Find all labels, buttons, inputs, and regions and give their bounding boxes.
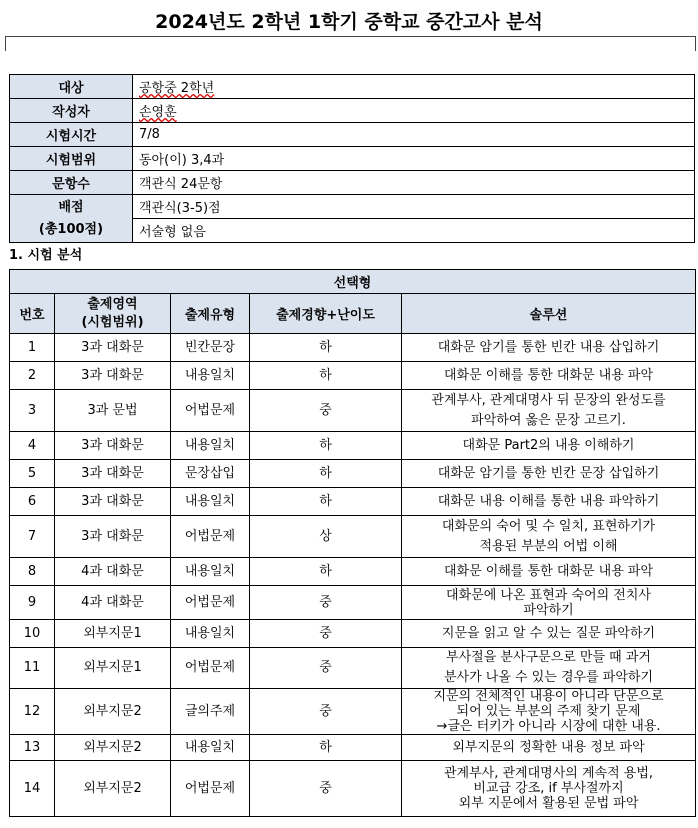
- count-label: 문항수: [10, 171, 133, 195]
- row-type: 어법문제: [171, 390, 250, 432]
- row-area: 4과 대화문: [55, 586, 171, 620]
- row-num: 11: [10, 648, 55, 689]
- row-solution: [402, 516, 696, 558]
- table-row: [10, 432, 696, 460]
- header-trend: 출제경향+난이도: [250, 294, 402, 334]
- row-solution-line: 부사절을 분사구문으로 만들 때 과거: [446, 650, 651, 665]
- row-level: 하: [250, 558, 402, 586]
- table-row: [10, 689, 696, 735]
- row-solution-line: 비교급 강조, if 부사절까지: [473, 781, 624, 796]
- info-row-score-1: [10, 195, 695, 219]
- row-solution: [402, 689, 696, 735]
- row-area: 외부지문1: [55, 648, 171, 689]
- row-area: 3과 대화문: [55, 432, 171, 460]
- row-num: 7: [10, 516, 55, 558]
- group-header: 선택형: [10, 270, 696, 294]
- row-type: 내용일치: [171, 558, 250, 586]
- row-level: 하: [250, 488, 402, 516]
- row-type: 어법문제: [171, 516, 250, 558]
- table-row: [10, 558, 696, 586]
- row-solution-line: 대화문 암기를 통한 빈칸 문장 삽입하기: [437, 465, 660, 481]
- row-solution-line: 파악하기: [523, 602, 574, 618]
- row-solution-line: 외부지문의 정확한 내용 정보 파악: [452, 739, 645, 755]
- row-area: 외부지문2: [55, 761, 171, 817]
- row-solution-line: 대화문에 나온 표현과 숙어의 전치사: [446, 587, 651, 603]
- row-solution-line: →글은 터키가 아니라 시장에 대한 내용.: [436, 719, 661, 734]
- row-type: 내용일치: [171, 488, 250, 516]
- row-num: 12: [10, 689, 55, 735]
- header-solution: 솔루션: [402, 294, 696, 334]
- row-area: 3과 대화문: [55, 460, 171, 488]
- row-area: 3과 대화문: [55, 516, 171, 558]
- row-level: 하: [250, 334, 402, 362]
- row-solution: [402, 460, 696, 488]
- row-solution: [402, 432, 696, 460]
- row-solution-line: 대화문 암기를 통한 빈칸 내용 삽입하기: [437, 339, 660, 355]
- info-table: [9, 74, 695, 243]
- author-value: [133, 99, 695, 123]
- row-area: 외부지문1: [55, 620, 171, 648]
- row-level: 중: [250, 761, 402, 817]
- header-type: 출제유형: [171, 294, 250, 334]
- row-area: 3과 대화문: [55, 362, 171, 390]
- author-value-text: 손영훈: [139, 105, 177, 120]
- table-row: [10, 334, 696, 362]
- range-value: 동아(이) 3,4과: [133, 147, 695, 171]
- row-type: 어법문제: [171, 586, 250, 620]
- row-level: 중: [250, 620, 402, 648]
- target-value: [133, 75, 695, 99]
- row-solution-line: 대화문 이해를 통한 대화문 내용 파악: [443, 367, 654, 383]
- row-solution-line: 대화문 내용 이해를 통한 내용 파악하기: [437, 493, 660, 509]
- score-label-line-1: 배점: [58, 199, 84, 215]
- row-solution-line: 대화문 Part2의 내용 이해하기: [462, 437, 635, 453]
- row-solution-line: 되어 있는 부분의 주제 찾기 문제: [456, 704, 641, 719]
- info-row-range: [10, 147, 695, 171]
- row-solution: [402, 390, 696, 432]
- row-type: 글의주제: [171, 689, 250, 735]
- score-label: [10, 195, 133, 243]
- row-num: 6: [10, 488, 55, 516]
- row-solution: [402, 488, 696, 516]
- target-value-text: 공항중 2학년: [139, 81, 215, 96]
- row-solution-line: 지문의 전체적인 내용이 아니라 단문으로: [433, 689, 664, 704]
- info-row-author: [10, 99, 695, 123]
- row-area: 3과 대화문: [55, 334, 171, 362]
- table-row: [10, 362, 696, 390]
- row-solution: [402, 648, 696, 689]
- row-num: 1: [10, 334, 55, 362]
- table-row: [10, 516, 696, 558]
- author-label: 작성자: [10, 99, 133, 123]
- row-solution-line: 지문을 읽고 알 수 있는 질문 파악하기: [441, 625, 656, 641]
- row-num: 10: [10, 620, 55, 648]
- table-row: [10, 586, 696, 620]
- row-area: 4과 대화문: [55, 558, 171, 586]
- row-num: 13: [10, 735, 55, 761]
- row-level: 하: [250, 735, 402, 761]
- score-value-2: 서술형 없음: [133, 219, 695, 243]
- row-solution: [402, 362, 696, 390]
- table-row: [10, 620, 696, 648]
- range-label: 시험범위: [10, 147, 133, 171]
- row-solution-line: 파악하여 옳은 문장 고르기.: [471, 412, 626, 428]
- row-area: 외부지문2: [55, 735, 171, 761]
- row-solution: [402, 558, 696, 586]
- row-solution: [402, 334, 696, 362]
- row-level: 중: [250, 648, 402, 689]
- row-area: 3과 대화문: [55, 488, 171, 516]
- row-type: 내용일치: [171, 362, 250, 390]
- time-label: 시험시간: [10, 123, 133, 147]
- row-num: 5: [10, 460, 55, 488]
- row-num: 9: [10, 586, 55, 620]
- table-row: [10, 648, 696, 689]
- row-num: 8: [10, 558, 55, 586]
- row-type: 어법문제: [171, 761, 250, 817]
- row-solution-line: 관계부사, 관계대명사 뒤 문장의 완성도를: [431, 392, 666, 408]
- row-level: 하: [250, 432, 402, 460]
- group-header-row: [10, 270, 696, 294]
- row-num: 4: [10, 432, 55, 460]
- table-body: [10, 334, 696, 817]
- row-type: 문장삽입: [171, 460, 250, 488]
- row-solution: [402, 735, 696, 761]
- row-num: 14: [10, 761, 55, 817]
- row-type: 내용일치: [171, 735, 250, 761]
- section-title: 1. 시험 분석: [9, 248, 83, 263]
- row-level: 상: [250, 516, 402, 558]
- row-level: 중: [250, 689, 402, 735]
- row-type: 어법문제: [171, 648, 250, 689]
- table-row: [10, 735, 696, 761]
- row-level: 중: [250, 390, 402, 432]
- row-solution: [402, 761, 696, 817]
- header-area-line-2: (시험범위): [81, 314, 144, 330]
- row-solution: [402, 586, 696, 620]
- info-row-count: [10, 171, 695, 195]
- row-type: 내용일치: [171, 432, 250, 460]
- info-row-time: [10, 123, 695, 147]
- row-area: 3과 문법: [55, 390, 171, 432]
- row-level: 하: [250, 362, 402, 390]
- row-area: 외부지문2: [55, 689, 171, 735]
- row-type: 내용일치: [171, 620, 250, 648]
- analysis-table: [9, 269, 696, 817]
- header-area-line-1: 출제영역: [87, 296, 138, 312]
- score-label-line-2: (총100점): [38, 221, 104, 237]
- row-solution-line: 대화문 이해를 통한 대화문 내용 파악: [443, 563, 654, 579]
- count-value: 객관식 24문항: [133, 171, 695, 195]
- row-level: 하: [250, 460, 402, 488]
- row-solution-line: 대화문의 숙어 및 수 일치, 표현하기가: [441, 518, 656, 534]
- table-row: [10, 488, 696, 516]
- time-value: 7/8: [133, 123, 695, 147]
- target-label: 대상: [10, 75, 133, 99]
- row-num: 2: [10, 362, 55, 390]
- header-num: 번호: [10, 294, 55, 334]
- row-solution-line: 적용된 부분의 어법 이해: [479, 538, 618, 554]
- row-solution-line: 외부 지문에서 활용된 문법 파악: [458, 796, 639, 811]
- page-title: 2024년도 2학년 1학기 중학교 중간고사 분석: [155, 11, 543, 33]
- row-solution: [402, 620, 696, 648]
- table-row: [10, 390, 696, 432]
- info-row-target: [10, 75, 695, 99]
- score-value-1: 객관식(3-5)점: [133, 195, 695, 219]
- row-type: 빈칸문장: [171, 334, 250, 362]
- table-row: [10, 761, 696, 817]
- row-num: 3: [10, 390, 55, 432]
- row-level: 중: [250, 586, 402, 620]
- title-frame: [5, 36, 696, 51]
- header-area: [55, 294, 171, 334]
- table-row: [10, 460, 696, 488]
- row-solution-line: 관계부사, 관계대명사의 계속적 용법,: [443, 766, 654, 781]
- column-header-row: [10, 294, 696, 334]
- row-solution-line: 분사가 나올 수 있는 경우를 파악하기: [443, 670, 654, 685]
